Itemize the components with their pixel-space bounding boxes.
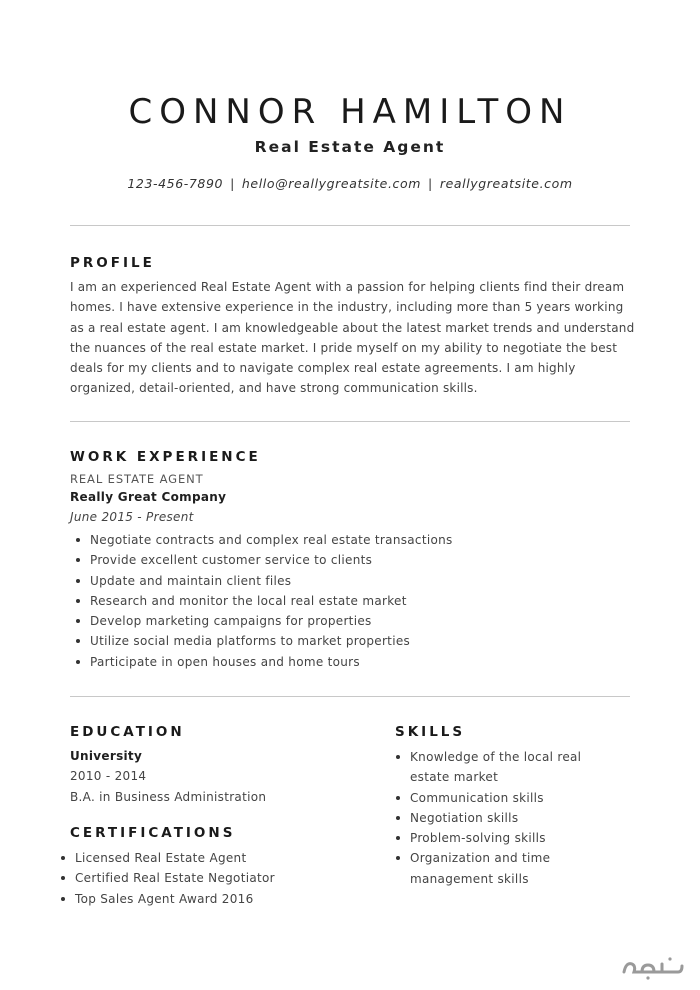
bullet-icon (76, 599, 80, 603)
bullet-icon (396, 796, 400, 800)
education-years: 2010 - 2014 (70, 769, 147, 783)
contact-separator: | (428, 176, 433, 191)
bullet-icon (396, 755, 400, 759)
contact-separator: | (230, 176, 235, 191)
bullet-icon (61, 856, 65, 860)
list-item (70, 591, 630, 611)
profile-heading: PROFILE (70, 255, 155, 271)
bullet-icon (396, 856, 400, 860)
list-item (55, 889, 345, 909)
bullet-icon (76, 660, 80, 664)
job-title: REAL ESTATE AGENT (70, 472, 204, 486)
list-item (70, 571, 630, 591)
bullet-icon (396, 836, 400, 840)
divider (70, 421, 630, 422)
bullet-text: Update and maintain client files (90, 573, 292, 588)
watermark-logo (618, 952, 688, 982)
candidate-role: Real Estate Agent (254, 138, 446, 156)
bullet-icon (76, 579, 80, 583)
list-item (55, 868, 345, 888)
list-item (390, 808, 605, 828)
contact-line (0, 176, 700, 191)
candidate-name: CONNOR HAMILTON (128, 92, 572, 132)
skills-heading: SKILLS (395, 724, 466, 740)
education-heading: EDUCATION (70, 724, 185, 740)
school-name: University (70, 749, 143, 763)
list-item (70, 611, 630, 631)
skill-text: Negotiation skills (410, 810, 519, 825)
bullet-icon (76, 619, 80, 623)
skill-text: Problem-solving skills (410, 831, 546, 846)
contact-phone: 123-456-7890 (127, 176, 224, 191)
divider (70, 696, 630, 697)
skill-text: Communication skills (410, 790, 544, 805)
skill-text: Organization and time management skills (410, 851, 551, 886)
bullet-text: Participate in open houses and home tours (90, 654, 360, 669)
bullet-text: Negotiate contracts and complex real estate transactions (90, 533, 453, 547)
list-item (70, 652, 630, 672)
list-item (390, 747, 605, 788)
list-item (55, 848, 345, 868)
skills-list (390, 747, 605, 889)
list-item (70, 631, 630, 651)
list-item (390, 788, 605, 808)
certifications-list (55, 848, 345, 909)
bullet-icon (61, 876, 65, 880)
list-item (390, 828, 605, 848)
list-item (70, 530, 630, 550)
bullet-text: Develop marketing campaigns for properties (90, 614, 372, 629)
job-dates: June 2015 - Present (70, 510, 194, 524)
profile-text: I am an experienced Real Estate Agent with a passion for helping clients find their dream homes. I have extensive experience in the industry, including more than 5 years working as a real estate agent. I am knowledgeable about the latest market trends and understand the nuances of the real estate market. I pride myself on my ability to negotiate the best deals for my clients and to navigate complex real estate agreements. I am highly organized, detail-oriented, and have strong communication skills. (70, 280, 635, 396)
bullet-text: Provide excellent customer service to clients (90, 553, 373, 568)
degree: B.A. in Business Administration (70, 790, 267, 804)
certification-text: Top Sales Agent Award 2016 (75, 891, 254, 906)
list-item (70, 550, 630, 570)
bullet-icon (396, 816, 400, 820)
bullet-text: Utilize social media platforms to market properties (90, 634, 411, 649)
certification-text: Licensed Real Estate Agent (75, 851, 247, 865)
work-experience-heading: WORK EXPERIENCE (70, 449, 261, 465)
list-item (390, 848, 605, 889)
divider (70, 225, 630, 226)
contact-email: hello@reallygreatsite.com (241, 176, 422, 191)
bullet-icon (61, 897, 65, 901)
bullet-icon (76, 639, 80, 643)
bullet-icon (76, 538, 80, 542)
certifications-heading: CERTIFICATIONS (70, 825, 236, 841)
contact-website: reallygreatsite.com (439, 176, 573, 191)
bullet-text: Research and monitor the local real estate market (90, 593, 407, 608)
company-name: Really Great Company (70, 490, 227, 504)
skill-text: Knowledge of the local real estate market (410, 750, 582, 785)
bullet-icon (76, 558, 80, 562)
work-bullet-list (70, 530, 630, 672)
certification-text: Certified Real Estate Negotiator (75, 871, 275, 886)
